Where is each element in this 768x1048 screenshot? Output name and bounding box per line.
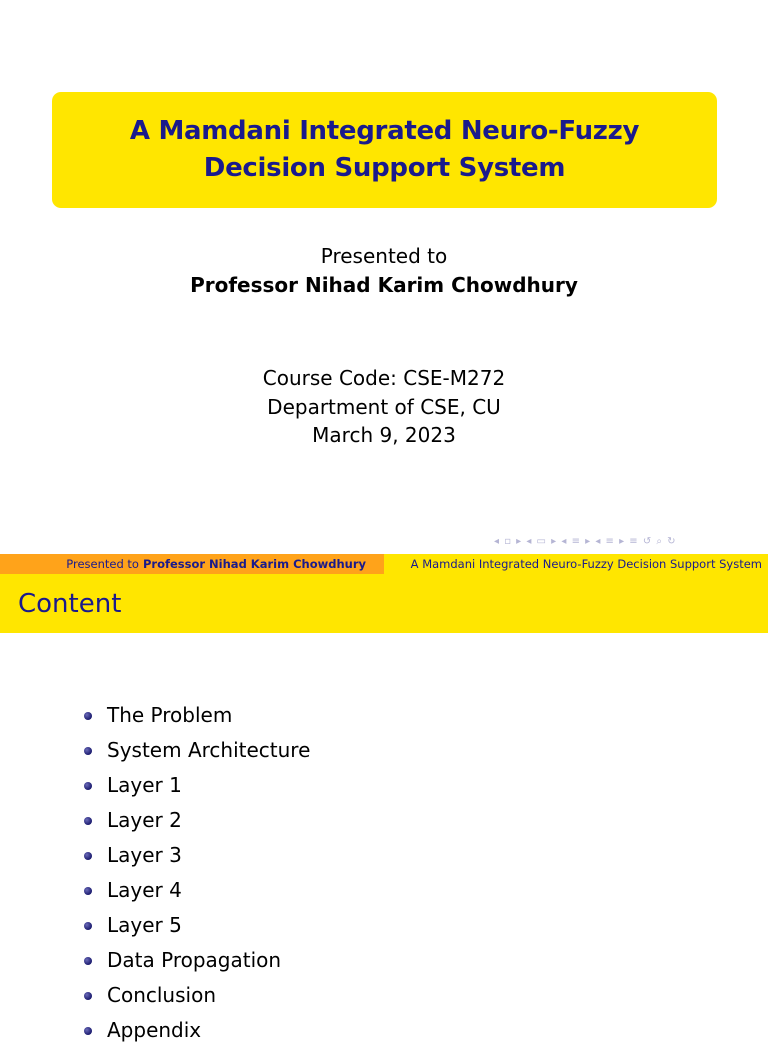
list-item: Appendix <box>84 1013 310 1048</box>
title-box <box>52 92 717 208</box>
bullet-icon <box>84 887 92 895</box>
list-item: The Problem <box>84 698 310 733</box>
navigation-symbols[interactable]: ◂ ▫ ▸ ◂ ▭ ▸ ◂ ≡ ▸ ◂ ≡ ▸ ≡ ↺ ⌕ ↻ <box>494 536 677 547</box>
list-item: Data Propagation <box>84 943 310 978</box>
bullet-icon <box>84 712 92 720</box>
bullet-icon <box>84 747 92 755</box>
list-item: Layer 2 <box>84 803 310 838</box>
header-presenter-name: Professor Nihad Karim Chowdhury <box>142 557 366 571</box>
list-item: Conclusion <box>84 978 310 1013</box>
list-item: Layer 1 <box>84 768 310 803</box>
presented-to-label: Presented to <box>320 244 448 268</box>
header-presented-to: Presented to <box>66 557 139 571</box>
list-item: System Architecture <box>84 733 310 768</box>
course-code: Course Code: CSE-M272 <box>262 366 506 390</box>
frame-title: Content <box>18 588 122 619</box>
slide-title: A Mamdani Integrated Neuro-Fuzzy Decision Support System <box>129 116 640 183</box>
list-item: Layer 4 <box>84 873 310 908</box>
bullet-icon <box>84 957 92 965</box>
slide-header-bar <box>0 554 768 574</box>
presentation-date: March 9, 2023 <box>312 423 456 447</box>
list-item: Layer 3 <box>84 838 310 873</box>
course-info <box>0 364 768 450</box>
bullet-icon <box>84 992 92 1000</box>
bullet-icon <box>84 852 92 860</box>
header-short-title: A Mamdani Integrated Neuro-Fuzzy Decision Support System <box>410 557 762 571</box>
bullet-icon <box>84 817 92 825</box>
bullet-icon <box>84 922 92 930</box>
header-bar-left <box>0 554 384 574</box>
bullet-icon <box>84 782 92 790</box>
presenter-name: Professor Nihad Karim Chowdhury <box>190 273 578 297</box>
list-item: Layer 5 <box>84 908 310 943</box>
bullet-icon <box>84 1027 92 1035</box>
header-bar-right <box>384 554 768 574</box>
department: Department of CSE, CU <box>267 394 501 419</box>
content-list <box>84 698 310 1048</box>
frame-title-bar <box>0 574 768 633</box>
